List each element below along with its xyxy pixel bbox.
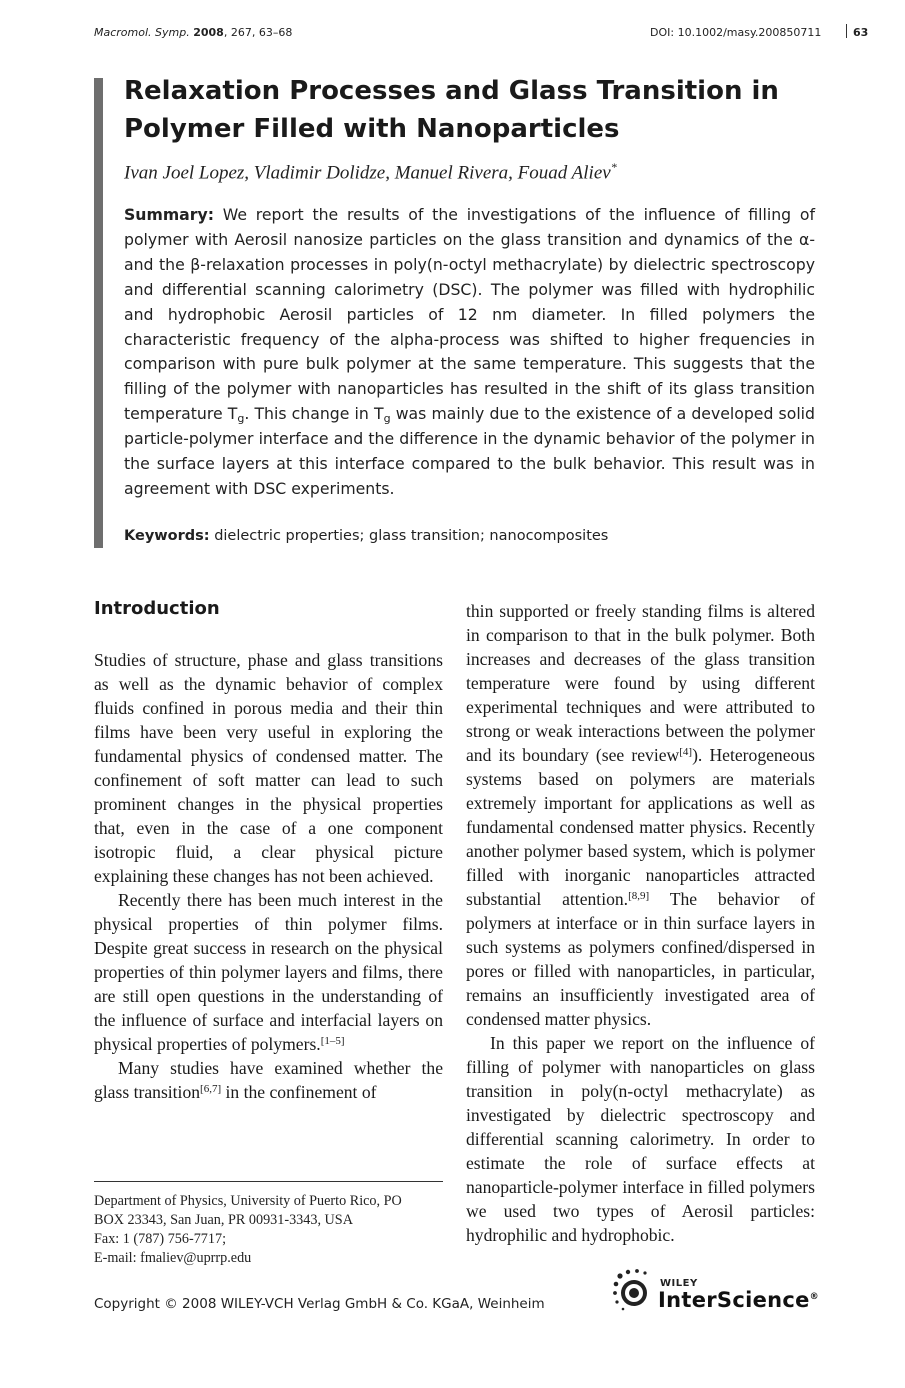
summary-text-3: was mainly due to the existence of a developed solid particle-polymer interface and the difference in the dynamic behavior of the polymer in the surface layers at this interface compared to the bulk behavior. This result was in agreement with DSC experiments. xyxy=(124,404,815,498)
section-heading-introduction: Introduction xyxy=(94,598,220,619)
keywords-text: dielectric properties; glass transition; nanocomposites xyxy=(209,528,609,544)
intro-paragraph-3-text-a: Many studies have examined whether the glass transition xyxy=(94,1058,443,1102)
journal-volume-pages: , 267, 63–68 xyxy=(223,26,293,39)
summary-text-2: . This change in T xyxy=(244,404,384,424)
intro-paragraph-3-start xyxy=(94,1056,443,1104)
page-number: 63 xyxy=(853,26,869,39)
doi-link[interactable]: DOI: 10.1002/masy.200850711 xyxy=(650,26,822,39)
interscience-logo-icon xyxy=(612,1268,656,1314)
citation-ref[interactable]: [6,7] xyxy=(200,1083,222,1095)
running-header xyxy=(94,26,869,42)
affiliation-email[interactable]: E-mail: fmaliev@uprrp.edu xyxy=(94,1250,252,1266)
copyright-notice: Copyright © 2008 WILEY-VCH Verlag GmbH & Co. KGaA, Weinheim xyxy=(94,1296,545,1312)
keywords-line xyxy=(124,528,815,544)
interscience-brand: InterScience xyxy=(658,1288,810,1312)
affiliation-line-1: Department of Physics, University of Puerto Rico, PO xyxy=(94,1193,402,1209)
page-number-divider xyxy=(846,24,847,38)
article-title: Relaxation Processes and Glass Transition in Polymer Filled with Nanoparticles xyxy=(124,76,779,144)
intro-paragraph-2-text: Recently there has been much interest in the physical properties of thin polymer films. Despite great success in research on the physical properties of thin polymer layers and films, there are still open questions in the understanding of the influence of surface and interfacial layers on physical properties of polymers. xyxy=(94,890,443,1054)
registered-mark: ® xyxy=(809,1292,819,1302)
footnote-rule xyxy=(94,1181,443,1182)
intro-paragraph-2 xyxy=(94,888,443,1056)
subscript-g: g xyxy=(383,412,391,426)
intro-paragraph-3-text-b: thin supported or freely standing films is altered in comparison to that in the bulk polymer. Both increases and decreases of the glass transition temperature were found by using different experimental techniques and were attributed to strong or weak interactions between the polymer and its boundary (see review xyxy=(466,601,815,765)
intro-paragraph-4: In this paper we report on the influence of filling of polymer with nanoparticles on glass transition in poly(n-octyl methacrylate) as investigated by dielectric spectroscopy and differential scanning calorimetry. In order to estimate the role of surface effects at nanoparticle-polymer interface in filled polymers we used two types of Aerosil particles: hydrophilic and hydrophobic. xyxy=(466,1033,815,1245)
keywords-label: Keywords: xyxy=(124,528,210,544)
intro-paragraph-3-text-d: The behavior of polymers at interface or in thin surface layers in such systems as polymers confined/dispersed in pores or filled with nanoparticles, in particular, remains an insufficiently investigated area of condensed matter physics. xyxy=(466,889,815,1029)
author-affiliation-footnote xyxy=(94,1192,454,1268)
abstract-side-bar xyxy=(94,78,103,548)
authors-line xyxy=(124,160,844,184)
journal-year: 2008 xyxy=(193,26,224,39)
citation-ref[interactable]: [1–5] xyxy=(320,1035,345,1047)
affiliation-line-2: BOX 23343, San Juan, PR 00931-3343, USA xyxy=(94,1212,353,1228)
summary-abstract xyxy=(124,203,815,502)
intro-paragraph-3-text-b-lead: in the confinement of xyxy=(221,1082,377,1102)
summary-label: Summary: xyxy=(124,205,214,224)
corresponding-author-mark: * xyxy=(610,160,617,174)
left-column-body xyxy=(94,648,443,1104)
citation-ref[interactable]: [4] xyxy=(679,746,693,758)
citation-ref[interactable]: [8,9] xyxy=(628,890,650,902)
right-column-body xyxy=(466,599,815,1247)
journal-name: Macromol. Symp. xyxy=(94,26,190,39)
subscript-g: g xyxy=(237,412,245,426)
author-names: Ivan Joel Lopez, Vladimir Dolidze, Manuel Rivera, Fouad Aliev xyxy=(124,162,611,184)
summary-text-1: We report the results of the investigations of the influence of filling of polymer with Aerosil nanosize particles on the glass transition and dynamics of the α- and the β-relaxation processes in poly(n-octyl methacrylate) by dielectric spectroscopy and differential scanning calorimetry (DSC). The polymer was filled with hydrophilic and hydrophobic Aerosil particles of 12 nm diameter. In filled polymers the characteristic frequency of the alpha-process was shifted to higher frequencies in comparison with pure bulk polymer at the same temperature. This suggests that the filling of the polymer with nanoparticles has resulted in the shift of its glass transition temperature T xyxy=(124,205,815,424)
wiley-wordmark: WILEY xyxy=(660,1278,698,1289)
journal-reference xyxy=(94,26,292,39)
intro-paragraph-3-continued xyxy=(466,599,815,1031)
intro-paragraph-1: Studies of structure, phase and glass transitions as well as the dynamic behavior of complex fluids confined in porous media and their thin films have been very useful in exploring the fundamental physics of condensed matter. The confinement of soft matter can lead to such prominent changes in the physical properties that, even in the case of a one component isotropic fluid, a clear physical picture explaining these changes has not been achieved. xyxy=(94,650,443,886)
wiley-interscience-logo xyxy=(612,1268,822,1316)
interscience-wordmark xyxy=(658,1288,819,1312)
intro-paragraph-3-text-c: ). Heterogeneous systems based on polymers are materials extremely important for applications as well as fundamental condensed matter physics. Recently another polymer based system, which is polymer filled with inorganic nanoparticles attracted substantial attention. xyxy=(466,745,815,909)
affiliation-fax: Fax: 1 (787) 756-7717; xyxy=(94,1231,227,1247)
